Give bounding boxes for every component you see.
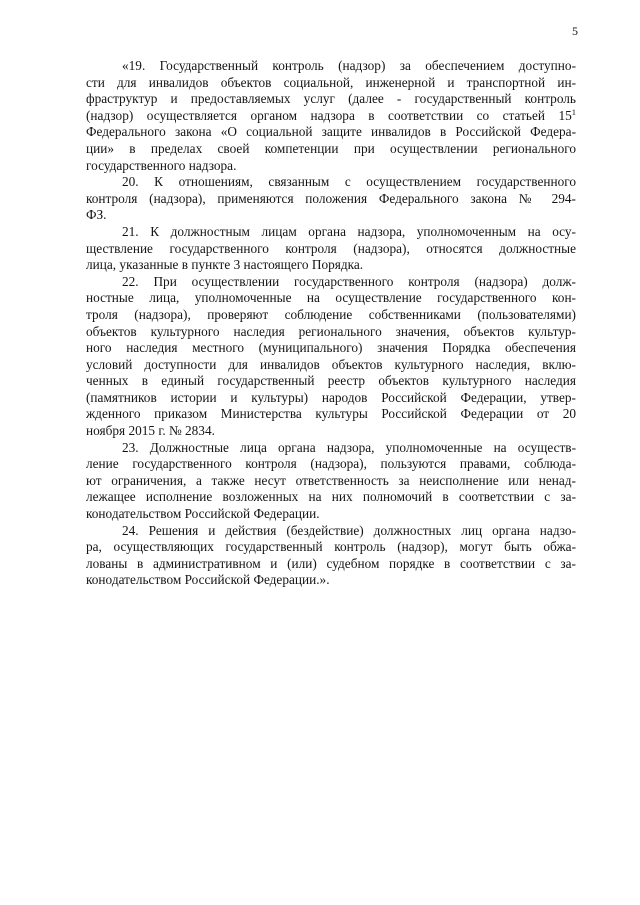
text-line: лица, указанные в пункте 3 настоящего Порядка. [86, 257, 364, 273]
page-number: 5 [572, 24, 578, 38]
text-line: «19. Государственный контроль (надзор) за обеспечением доступно- [122, 58, 576, 73]
text-line: ют ограничения, а также несут ответственность за неисполнение или ненад- [86, 472, 576, 488]
text-line: 20. К отношениям, связанным с осуществлением государственного [122, 174, 576, 190]
text-line: сти для инвалидов объектов социальной, инженерной и транспортной ин- [86, 74, 576, 90]
text-line: ра, осуществляющих государственный контроль (надзор), могут быть обжа- [86, 539, 576, 555]
text-line: конодательством Российской Федерации.». [86, 572, 330, 588]
text-line: условий доступности для инвалидов объектов культурного наследия, вклю- [86, 356, 576, 372]
text-line: ции» в пределах своей компетенции при осуществлении регионального [86, 140, 576, 156]
text-line: ноября 2015 г. № 2834. [86, 423, 215, 439]
document-body [86, 58, 576, 589]
text-line: ностные лица, уполномоченные на осуществление государственного кон- [86, 290, 576, 306]
text-line: лежащее исполнение возложенных на них полномочий в соответствии с за- [86, 489, 576, 505]
text-line: 21. К должностным лицам органа надзора, уполномоченным на осу- [122, 223, 576, 239]
text-line: ществление государственного контроля (надзора), относятся должностные [86, 240, 576, 256]
text-line: ного наследия местного (муниципального) значения Порядка обеспечения [86, 340, 576, 356]
text-line: контроля (надзора), применяются положения Федерального закона № 294- [86, 190, 576, 206]
text-line: конодательством Российской Федерации. [86, 506, 320, 522]
text-line: жденного приказом Министерства культуры Российской Федерации от 20 [86, 406, 576, 422]
paragraph-19 [86, 58, 576, 174]
text-line: лованы в административном и (или) судебном порядке в соответствии с за- [86, 555, 576, 571]
text-line-content: (надзор) осуществляется органом надзора в соответствии со статьей 15 [86, 107, 572, 123]
text-line-with-footnote [86, 108, 576, 125]
text-line: троля (надзора), проверяют соблюдение собственниками (пользователями) [86, 306, 576, 322]
paragraph-24 [86, 523, 576, 589]
text-line: (памятников истории и культуры) народов Российской Федерации, утвер- [86, 389, 576, 405]
text-line: 24. Решения и действия (бездействие) должностных лиц органа надзо- [122, 522, 576, 538]
paragraph-22 [86, 274, 576, 440]
text-line: 22. При осуществлении государственного контроля (надзора) долж- [122, 273, 576, 289]
text-line: ФЗ. [86, 207, 107, 223]
paragraph-21 [86, 224, 576, 274]
text-line: ченных в единый государственный реестр объектов культурного наследия [86, 373, 576, 389]
text-line: государственного надзора. [86, 157, 237, 173]
text-line: ление государственного контроля (надзора), пользуются правами, соблюда- [86, 456, 576, 472]
text-line: 23. Должностные лица органа надзора, уполномоченные на осуществ- [122, 439, 576, 455]
text-line: Федерального закона «О социальной защите инвалидов в Российской Федера- [86, 124, 576, 140]
text-line: объектов культурного наследия регионального значения, объектов культур- [86, 323, 576, 339]
text-line: фраструктур и предоставляемых услуг (далее - государственный контроль [86, 91, 576, 107]
superscript-marker: 1 [571, 106, 576, 117]
paragraph-20 [86, 174, 576, 224]
paragraph-23 [86, 440, 576, 523]
